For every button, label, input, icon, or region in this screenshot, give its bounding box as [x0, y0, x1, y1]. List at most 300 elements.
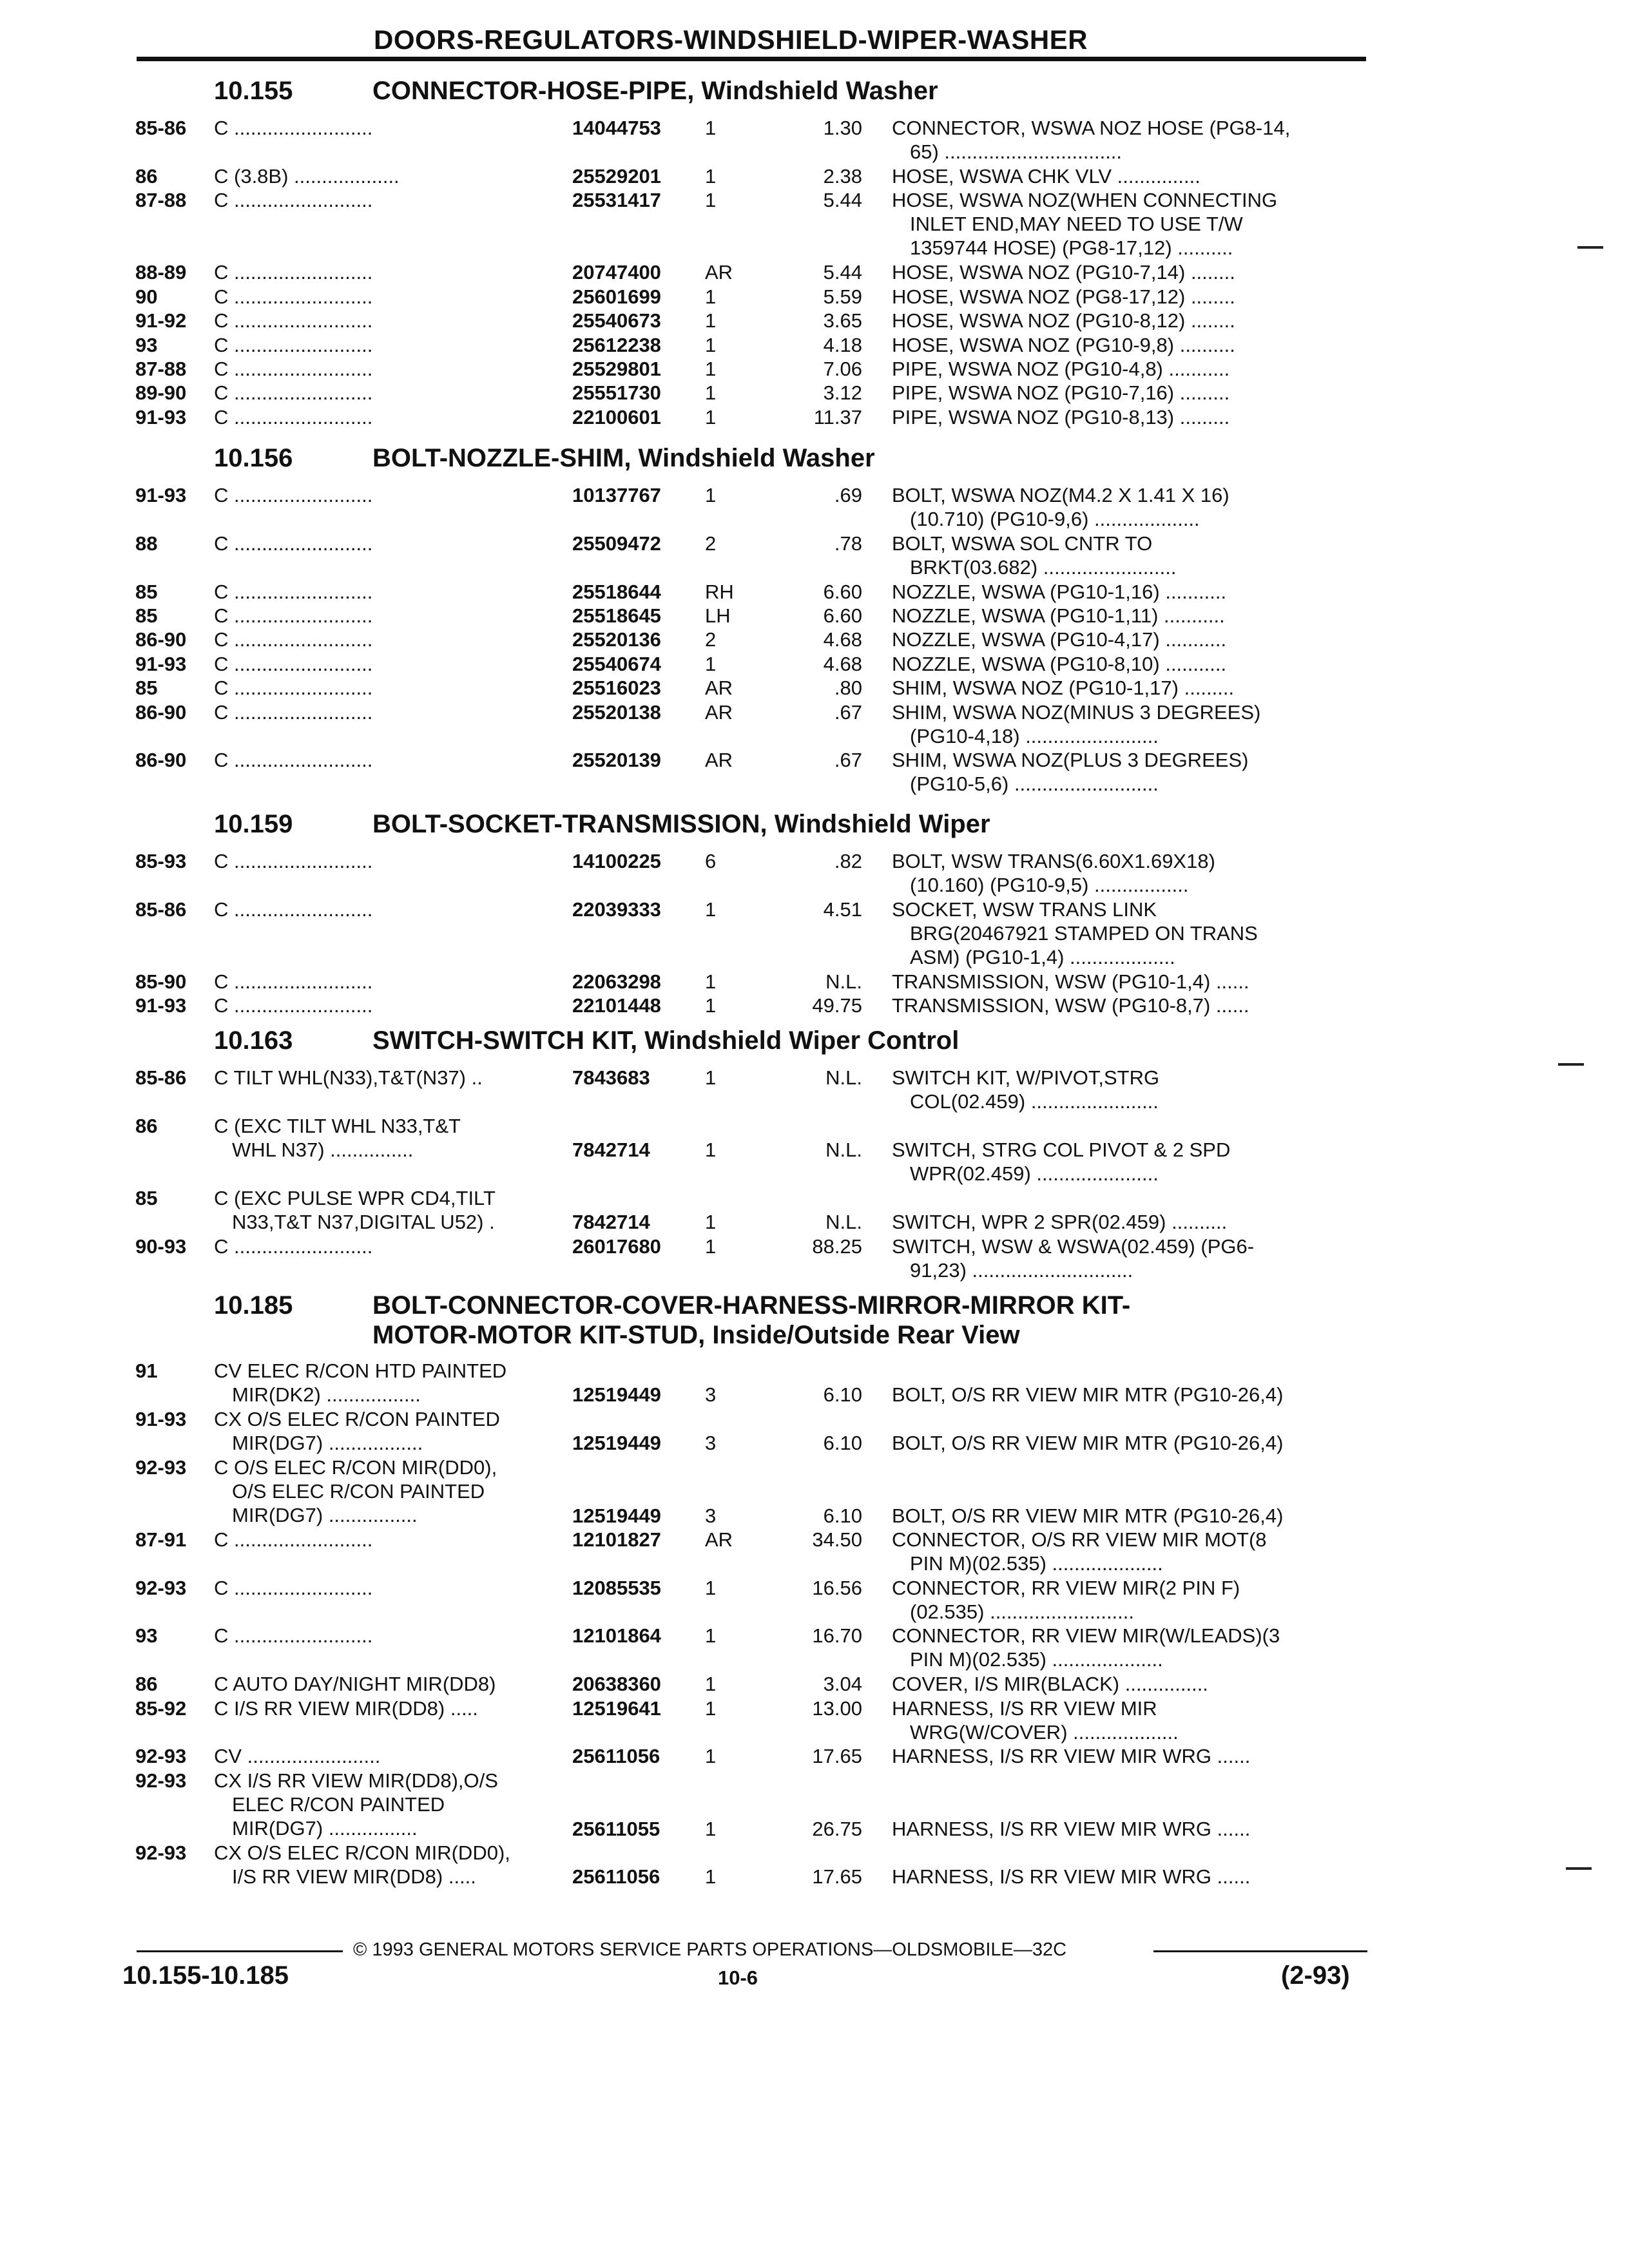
model-year: 85-86: [135, 898, 187, 921]
usage-line: C .........................: [214, 701, 373, 724]
part-name: [892, 116, 1290, 164]
section-title: [372, 443, 875, 473]
section-header: [214, 1026, 959, 1055]
list-price: 11.37: [813, 406, 862, 428]
part-name-line: SHIM, WSWA NOZ (PG10-1,17) .........: [892, 677, 1235, 699]
list-price: .67: [834, 749, 862, 771]
part-number: 25611056: [572, 1745, 660, 1767]
section-title-line: BOLT-NOZZLE-SHIM, Windshield Washer: [372, 444, 875, 472]
part-number: 12519641: [572, 1697, 661, 1720]
usage-line: C .........................: [214, 189, 373, 211]
part-name-line: PIN M)(02.535) ....................: [910, 1648, 1163, 1671]
part-name-line: 1359744 HOSE) (PG8-17,12) ..........: [910, 236, 1233, 259]
part-number: 22101448: [572, 994, 661, 1017]
part-name: [892, 700, 1260, 748]
usage-description: [214, 1186, 496, 1234]
quantity: 1: [705, 285, 717, 308]
part-number: 25529801: [572, 358, 661, 380]
list-price: 17.65: [812, 1865, 862, 1888]
part-name: [892, 309, 1235, 332]
part-name: [892, 1624, 1280, 1671]
part-number: 7842714: [572, 1211, 650, 1233]
usage-description: [214, 1624, 372, 1648]
quantity: 2: [705, 532, 717, 555]
usage-line: C .........................: [214, 381, 373, 404]
part-number: 25612238: [572, 334, 661, 356]
usage-description: [214, 260, 372, 284]
list-price: .67: [834, 701, 862, 724]
part-name-line: PIPE, WSWA NOZ (PG10-4,8) ...........: [892, 358, 1230, 380]
part-name: [892, 1744, 1250, 1768]
quantity: 1: [705, 165, 717, 187]
usage-line: C .........................: [214, 484, 373, 506]
margin-mark: [1577, 246, 1603, 249]
part-name: [892, 994, 1249, 1017]
part-number: 25529201: [572, 165, 661, 187]
part-name: [892, 483, 1229, 531]
model-year: 87-88: [135, 189, 187, 211]
part-name-line: BOLT, O/S RR VIEW MIR MTR (PG10-26,4): [892, 1383, 1284, 1406]
quantity: LH: [705, 604, 731, 627]
part-name-line: CONNECTOR, RR VIEW MIR(W/LEADS)(3: [892, 1624, 1280, 1647]
part-number: 12085535: [572, 1577, 661, 1599]
part-name-line: ASM) (PG10-1,4) ...................: [910, 946, 1175, 968]
usage-description: [214, 994, 372, 1017]
part-name-line: HARNESS, I/S RR VIEW MIR: [892, 1697, 1157, 1720]
model-year: 85-86: [135, 1066, 187, 1089]
part-name-line: (PG10-4,18) ........................: [910, 725, 1159, 747]
usage-line: C I/S RR VIEW MIR(DD8) .....: [214, 1697, 478, 1720]
usage-line: I/S RR VIEW MIR(DD8) .....: [232, 1865, 476, 1888]
model-year: 86: [135, 165, 158, 187]
section-number: 10.159: [214, 810, 293, 838]
part-name-line: (10.160) (PG10-9,5) .................: [910, 874, 1189, 896]
list-price: 6.10: [823, 1432, 862, 1454]
quantity: 1: [705, 1211, 717, 1233]
part-name: [892, 1138, 1230, 1186]
model-year: 85-86: [135, 117, 187, 139]
usage-line: C .........................: [214, 604, 373, 627]
part-name: [892, 405, 1229, 429]
quantity: 1: [705, 1697, 717, 1720]
part-name-line: BOLT, WSWA NOZ(M4.2 X 1.41 X 16): [892, 484, 1229, 506]
usage-description: [214, 898, 372, 921]
section-title-line: BOLT-CONNECTOR-COVER-HARNESS-MIRROR-MIRROR KIT-: [372, 1291, 1131, 1320]
quantity: 1: [705, 898, 717, 921]
usage-description: [214, 188, 372, 212]
section-header: [214, 1291, 1130, 1350]
quantity: 3: [705, 1432, 717, 1454]
section-title: [372, 1026, 959, 1055]
usage-line: CX O/S ELEC R/CON PAINTED: [214, 1408, 500, 1430]
part-name-line: WRG(W/COVER) ...................: [910, 1721, 1179, 1744]
list-price: N.L.: [825, 1211, 862, 1233]
usage-description: [214, 1456, 497, 1527]
quantity: 1: [705, 1624, 717, 1647]
part-name: [892, 748, 1248, 796]
page-title: DOORS-REGULATORS-WINDSHIELD-WIPER-WASHER: [374, 24, 1088, 55]
usage-description: [214, 970, 372, 994]
part-number: 25531417: [572, 189, 661, 211]
quantity: 1: [705, 653, 717, 675]
usage-line: C .........................: [214, 406, 373, 428]
section-header: [214, 443, 875, 473]
margin-mark: [1566, 1867, 1592, 1870]
quantity: 3: [705, 1504, 717, 1527]
usage-line: WHL N37) ...............: [232, 1139, 414, 1161]
model-year: 85-93: [135, 850, 187, 872]
usage-description: [214, 1576, 372, 1600]
part-name-line: HARNESS, I/S RR VIEW MIR WRG ......: [892, 1865, 1251, 1888]
part-name: [892, 1210, 1227, 1234]
list-price: 17.65: [812, 1745, 862, 1767]
part-name-line: CONNECTOR, WSWA NOZ HOSE (PG8-14,: [892, 117, 1291, 139]
model-year: 92-93: [135, 1456, 187, 1479]
usage-description: [214, 652, 372, 676]
list-price: 13.00: [812, 1697, 862, 1720]
model-year: 91-93: [135, 484, 187, 506]
list-price: 4.68: [823, 653, 862, 675]
part-name: [892, 188, 1277, 260]
part-name-line: TRANSMISSION, WSW (PG10-1,4) ......: [892, 970, 1249, 993]
model-year: 90: [135, 285, 158, 308]
list-price: .80: [834, 677, 862, 699]
quantity: 1: [705, 970, 717, 993]
part-number: 25611056: [572, 1865, 660, 1888]
usage-description: [214, 1235, 372, 1258]
margin-mark: [1558, 1063, 1584, 1066]
quantity: 1: [705, 484, 717, 506]
part-name-line: INLET END,MAY NEED TO USE T/W: [910, 213, 1243, 235]
part-name: [892, 1431, 1283, 1455]
part-name: [892, 1528, 1267, 1575]
quantity: 1: [705, 1577, 717, 1599]
part-number: 14044753: [572, 117, 661, 139]
revision-date: (2-93): [1281, 1961, 1350, 1990]
list-price: 2.38: [823, 165, 862, 187]
list-price: 4.18: [823, 334, 862, 356]
section-header: [214, 809, 990, 839]
usage-description: [214, 1744, 380, 1768]
part-name-line: BRG(20467921 STAMPED ON TRANS: [910, 922, 1258, 945]
quantity: 2: [705, 628, 717, 651]
part-name: [892, 1576, 1240, 1624]
list-price: 34.50: [812, 1528, 862, 1551]
part-number: 12519449: [572, 1383, 661, 1406]
usage-line: C TILT WHL(N33),T&T(N37) ..: [214, 1066, 483, 1089]
list-price: 5.44: [823, 261, 862, 284]
model-year: 92-93: [135, 1577, 187, 1599]
part-name-line: BOLT, WSW TRANS(6.60X1.69X18): [892, 850, 1215, 872]
usage-description: [214, 405, 372, 429]
model-year: 86-90: [135, 749, 187, 771]
list-price: .78: [834, 532, 862, 555]
part-number: 22100601: [572, 406, 661, 428]
usage-description: [214, 1528, 372, 1552]
part-name-line: HOSE, WSWA NOZ (PG10-7,14) ........: [892, 261, 1235, 284]
part-number: 26017680: [572, 1235, 661, 1258]
usage-description: [214, 1066, 483, 1090]
part-number: 12101827: [572, 1528, 661, 1551]
model-year: 93: [135, 334, 158, 356]
quantity: AR: [705, 701, 733, 724]
section-title: [372, 809, 990, 839]
list-price: 6.60: [823, 604, 862, 627]
usage-description: [214, 849, 372, 873]
usage-description: [214, 604, 372, 628]
usage-description: [214, 1696, 478, 1720]
list-price: 3.12: [823, 381, 862, 404]
list-price: 3.04: [823, 1673, 862, 1695]
part-name: [892, 357, 1229, 381]
part-number: 25520136: [572, 628, 661, 651]
section-title-line: SWITCH-SWITCH KIT, Windshield Wiper Control: [372, 1026, 959, 1055]
list-price: 6.60: [823, 581, 862, 603]
model-year: 85: [135, 1187, 158, 1209]
part-name: [892, 532, 1176, 579]
model-year: 85-90: [135, 970, 187, 993]
usage-line: C .........................: [214, 1235, 373, 1258]
usage-line: C .........................: [214, 1528, 373, 1551]
part-name-line: HOSE, WSWA NOZ (PG8-17,12) ........: [892, 285, 1235, 308]
model-year: 91-93: [135, 653, 187, 675]
part-number: 25611055: [572, 1818, 660, 1840]
usage-line: C .........................: [214, 261, 373, 284]
model-year: 87-88: [135, 358, 187, 380]
list-price: 26.75: [812, 1818, 862, 1840]
usage-description: [214, 357, 372, 381]
usage-line: C .........................: [214, 653, 373, 675]
list-price: 6.10: [823, 1504, 862, 1527]
model-year: 90-93: [135, 1235, 187, 1258]
part-number: 25520138: [572, 701, 661, 724]
quantity: 1: [705, 1139, 717, 1161]
part-number: 7843683: [572, 1066, 650, 1089]
model-year: 85: [135, 581, 158, 603]
part-number: 12519449: [572, 1432, 661, 1454]
part-name-line: PIPE, WSWA NOZ (PG10-7,16) .........: [892, 381, 1230, 404]
quantity: AR: [705, 677, 733, 699]
usage-line: C .........................: [214, 970, 373, 993]
list-price: 7.06: [823, 358, 862, 380]
quantity: 1: [705, 189, 717, 211]
usage-line: MIR(DG7) ................: [232, 1817, 418, 1840]
usage-description: [214, 483, 372, 507]
quantity: 1: [705, 1818, 717, 1840]
list-price: .69: [834, 484, 862, 506]
usage-line: C .........................: [214, 628, 373, 651]
part-number: 25551730: [572, 381, 661, 404]
section-title-line: BOLT-SOCKET-TRANSMISSION, Windshield Wiper: [372, 810, 990, 838]
quantity: RH: [705, 581, 734, 603]
quantity: 1: [705, 1673, 717, 1695]
quantity: 1: [705, 117, 717, 139]
quantity: 1: [705, 309, 717, 332]
list-price: 88.25: [812, 1235, 862, 1258]
section-title-line: CONNECTOR-HOSE-PIPE, Windshield Washer: [372, 77, 938, 105]
model-year: 91-93: [135, 406, 187, 428]
part-number: 14100225: [572, 850, 661, 872]
model-year: 85: [135, 604, 158, 627]
quantity: 1: [705, 994, 717, 1017]
part-name-line: HOSE, WSWA CHK VLV ...............: [892, 165, 1200, 187]
part-name-line: COVER, I/S MIR(BLACK) ...............: [892, 1673, 1208, 1695]
part-name: [892, 381, 1229, 405]
part-name: [892, 1383, 1283, 1407]
part-name-line: HOSE, WSWA NOZ (PG10-9,8) ..........: [892, 334, 1235, 356]
usage-line: C .........................: [214, 850, 373, 872]
usage-description: [214, 700, 372, 724]
part-name-line: BOLT, O/S RR VIEW MIR MTR (PG10-26,4): [892, 1504, 1284, 1527]
section-range: 10.155-10.185: [122, 1961, 289, 1990]
usage-line: C .........................: [214, 358, 373, 380]
part-name: [892, 260, 1235, 284]
usage-line: MIR(DG7) ................: [232, 1504, 418, 1526]
model-year: 86-90: [135, 701, 187, 724]
usage-description: [214, 285, 372, 309]
part-number: 25520139: [572, 749, 661, 771]
usage-line: C .........................: [214, 1624, 373, 1647]
part-name-line: HARNESS, I/S RR VIEW MIR WRG ......: [892, 1818, 1251, 1840]
part-number: 25509472: [572, 532, 661, 555]
usage-line: C .........................: [214, 532, 373, 555]
usage-description: [214, 1359, 506, 1407]
model-year: 91-93: [135, 1408, 187, 1430]
section-number: 10.185: [214, 1291, 293, 1320]
part-number: 20638360: [572, 1673, 661, 1695]
quantity: 1: [705, 1066, 717, 1089]
part-name-line: NOZZLE, WSWA (PG10-8,10) ...........: [892, 653, 1227, 675]
part-name-line: SWITCH, WPR 2 SPR(02.459) ..........: [892, 1211, 1228, 1233]
part-name: [892, 333, 1235, 357]
usage-line: C .........................: [214, 309, 373, 332]
model-year: 89-90: [135, 381, 187, 404]
page-number: 10-6: [718, 1966, 758, 1989]
part-number: 20747400: [572, 261, 661, 284]
part-number: 25516023: [572, 677, 661, 699]
list-price: 6.10: [823, 1383, 862, 1406]
list-price: N.L.: [825, 970, 862, 993]
usage-description: [214, 1407, 500, 1455]
part-number: 12519449: [572, 1504, 661, 1527]
usage-line: C .........................: [214, 285, 373, 308]
part-name: [892, 1672, 1208, 1696]
model-year: 91: [135, 1360, 158, 1382]
usage-line: C (EXC TILT WHL N33,T&T: [214, 1115, 461, 1137]
part-name: [892, 604, 1225, 628]
part-number: 22063298: [572, 970, 661, 993]
part-name-line: (10.710) (PG10-9,6) ...................: [910, 508, 1200, 530]
list-price: 1.30: [823, 117, 862, 139]
model-year: 85-92: [135, 1697, 187, 1720]
usage-line: MIR(DK2) .................: [232, 1383, 421, 1406]
usage-description: [214, 1841, 510, 1888]
part-name-line: PIPE, WSWA NOZ (PG10-8,13) .........: [892, 406, 1230, 428]
usage-description: [214, 1114, 461, 1162]
list-price: N.L.: [825, 1139, 862, 1161]
part-name: [892, 628, 1226, 651]
part-name-line: SOCKET, WSW TRANS LINK: [892, 898, 1157, 921]
list-price: 16.56: [812, 1577, 862, 1599]
usage-line: CV ........................: [214, 1745, 381, 1767]
usage-description: [214, 628, 372, 651]
part-name-line: SHIM, WSWA NOZ(MINUS 3 DEGREES): [892, 701, 1261, 724]
list-price: 4.68: [823, 628, 862, 651]
part-name: [892, 285, 1235, 309]
usage-line: C .........................: [214, 117, 373, 139]
part-name-line: COL(02.459) .......................: [910, 1090, 1159, 1113]
copyright-notice: © 1993 GENERAL MOTORS SERVICE PARTS OPERATIONS—OLDSMOBILE—32C: [353, 1939, 1067, 1960]
usage-line: C .........................: [214, 677, 373, 699]
section-title-line: MOTOR-MOTOR KIT-STUD, Inside/Outside Rear View: [372, 1321, 1020, 1349]
usage-line: CX O/S ELEC R/CON MIR(DD0),: [214, 1841, 510, 1864]
section-number: 10.163: [214, 1026, 293, 1055]
usage-line: C (3.8B) ...................: [214, 165, 400, 187]
part-name-line: SWITCH, WSW & WSWA(02.459) (PG6-: [892, 1235, 1255, 1258]
usage-description: [214, 309, 372, 332]
model-year: 93: [135, 1624, 158, 1647]
part-number: 25518644: [572, 581, 661, 603]
part-name-line: NOZZLE, WSWA (PG10-1,16) ...........: [892, 581, 1227, 603]
usage-description: [214, 532, 372, 555]
quantity: 6: [705, 850, 717, 872]
part-name-line: 65) ................................: [910, 140, 1123, 163]
part-name-line: WPR(02.459) ......................: [910, 1162, 1159, 1185]
usage-line: C .........................: [214, 581, 373, 603]
footer-rule-right: [1153, 1950, 1367, 1952]
model-year: 88-89: [135, 261, 187, 284]
part-name-line: HARNESS, I/S RR VIEW MIR WRG ......: [892, 1745, 1251, 1767]
part-name-line: SWITCH KIT, W/PIVOT,STRG: [892, 1066, 1160, 1089]
model-year: 86-90: [135, 628, 187, 651]
part-name: [892, 164, 1200, 188]
usage-line: CX I/S RR VIEW MIR(DD8),O/S: [214, 1769, 498, 1792]
part-name-line: 91,23) .............................: [910, 1259, 1133, 1282]
part-name: [892, 676, 1234, 700]
quantity: AR: [705, 749, 733, 771]
usage-description: [214, 1672, 496, 1696]
part-name-line: TRANSMISSION, WSW (PG10-8,7) ......: [892, 994, 1249, 1017]
part-name-line: SWITCH, STRG COL PIVOT & 2 SPD: [892, 1139, 1231, 1161]
header-rule: [137, 57, 1366, 61]
part-name: [892, 849, 1215, 897]
list-price: 4.51: [823, 898, 862, 921]
usage-description: [214, 116, 372, 140]
list-price: 5.44: [823, 189, 862, 211]
part-name: [892, 1696, 1179, 1744]
model-year: 88: [135, 532, 158, 555]
quantity: 1: [705, 1865, 717, 1888]
usage-line: C (EXC PULSE WPR CD4,TILT: [214, 1187, 496, 1209]
quantity: 1: [705, 358, 717, 380]
list-price: 5.59: [823, 285, 862, 308]
usage-line: C O/S ELEC R/CON MIR(DD0),: [214, 1456, 497, 1479]
usage-line: C .........................: [214, 749, 373, 771]
model-year: 86: [135, 1115, 158, 1137]
model-year: 86: [135, 1673, 158, 1695]
usage-description: [214, 164, 400, 188]
usage-description: [214, 333, 372, 357]
part-name: [892, 580, 1226, 604]
usage-description: [214, 1769, 498, 1840]
part-number: 22039333: [572, 898, 661, 921]
model-year: 92-93: [135, 1745, 187, 1767]
usage-line: C .........................: [214, 1577, 373, 1599]
usage-line: C .........................: [214, 898, 373, 921]
part-name-line: HOSE, WSWA NOZ(WHEN CONNECTING: [892, 189, 1278, 211]
part-name: [892, 1066, 1159, 1113]
part-name: [892, 1235, 1254, 1282]
